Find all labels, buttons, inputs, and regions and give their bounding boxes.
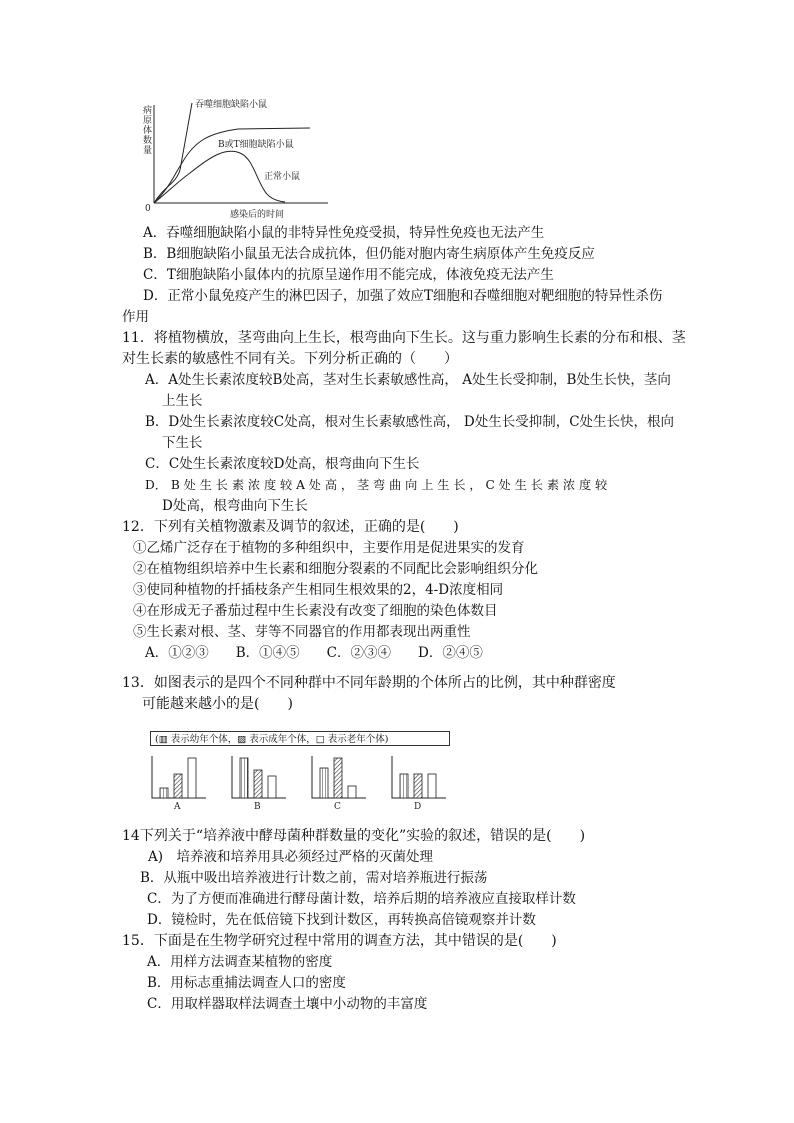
age-bar-C-2 xyxy=(348,786,356,798)
q15-option-b: B．用标志重捕法调查人口的密度 xyxy=(147,975,346,991)
curve-label-3: 正常小鼠 xyxy=(264,172,301,182)
q10-option-d: D．正常小鼠免疫产生的淋巴因子，加强了效应T细胞和吞噬细胞对靶细胞的特异性杀伤 xyxy=(143,288,663,304)
q12-item-3: ③使同种植物的扦插枝条产生相同生根效果的2，4-D浓度相同 xyxy=(133,582,504,598)
age-structure-chart xyxy=(148,752,468,812)
q15-stem: 15．下面是在生物学研究过程中常用的调查方法，其中错误的是( ) xyxy=(122,933,557,949)
q12-item-5: ⑤生长素对根、茎、芽等不同器官的作用都表现出两重性 xyxy=(133,624,471,640)
q13-stem-1: 13．如图表示的是四个不同种群中不同年龄期的个体所占的比例，其中种群密度 xyxy=(122,675,616,691)
age-chart-label-A: A xyxy=(174,802,181,812)
q13-stem-2: 可能越来越小的是( ) xyxy=(142,696,293,712)
q14-stem: 14下列关于“培养液中酵母菌种群数量的变化”实验的叙述，错误的是( ) xyxy=(122,828,586,844)
q14-option-d: D．镜检时，先在低倍镜下找到计数区，再转换高倍镜观察并计数 xyxy=(147,912,536,928)
q10-option-d-cont: 作用 xyxy=(122,309,149,325)
q12-choices: A．①②③ B．①④⑤ C．②③④ D．②④⑤ xyxy=(145,645,483,661)
pathogen-curve-chart xyxy=(140,95,330,220)
age-bar-A-2 xyxy=(188,758,196,798)
age-bar-A-0 xyxy=(160,788,168,798)
age-bar-A-1 xyxy=(174,774,182,798)
age-bar-B-1 xyxy=(254,770,262,798)
curve-phagocyte-deficient xyxy=(154,103,192,203)
age-bar-D-1 xyxy=(414,774,422,798)
chart-xlabel: 感染后的时间 xyxy=(230,210,285,220)
q11-option-a: A．A处生长素浓度较B处高，茎对生长素敏感性高， A处生长受抑制，B处生长快，茎向 xyxy=(145,372,671,388)
q11-stem-2: 对生长素的敏感性不同有关。下列分析正确的（ ） xyxy=(122,351,458,367)
q12-item-4: ④在形成无子番茄过程中生长素没有改变了细胞的染色体数目 xyxy=(133,603,498,619)
q11-stem-1: 11．将植物横放，茎弯曲向上生长，根弯曲向下生长。这与重力影响生长素的分布和根、茎 xyxy=(122,330,686,346)
age-bar-B-2 xyxy=(268,776,276,798)
q14-option-a: A) 培养液和培养用具必须经过严格的灭菌处理 xyxy=(148,849,434,865)
age-chart-label-B: B xyxy=(254,802,261,812)
q12-item-1: ①乙烯广泛存在于植物的多种组织中，主要作用是促进果实的发育 xyxy=(133,540,525,556)
q11-option-a-cont: 上生长 xyxy=(162,393,203,409)
q11-option-b: B．D处生长素浓度较C处高，根对生长素敏感性高， D处生长受抑制，C处生长快，根向 xyxy=(145,414,675,430)
q15-option-c: C．用取样器取样法调查土壤中小动物的丰富度 xyxy=(147,996,428,1012)
q11-option-b-cont: 下生长 xyxy=(162,435,203,451)
q10-option-a: A．吞噬细胞缺陷小鼠的非特异性免疫受损，特异性免疫也无法产生 xyxy=(143,225,545,241)
curve-label-2: B或T细胞缺陷小鼠 xyxy=(218,140,294,150)
curve-label-1: 吞噬细胞缺陷小鼠 xyxy=(195,100,268,110)
age-bar-B-0 xyxy=(240,758,248,798)
q11-option-c: C．C处生长素浓度较D处高，根弯曲向下生长 xyxy=(145,456,420,472)
q15-option-a: A．用样方法调查某植物的密度 xyxy=(147,954,333,970)
q11-option-d-cont: D处高，根弯曲向下生长 xyxy=(162,498,308,514)
q12-stem: 12．下列有关植物激素及调节的叙述，正确的是( ) xyxy=(122,519,459,535)
age-bar-D-2 xyxy=(428,774,436,798)
chart-ylabel: 病原体数量 xyxy=(143,106,153,156)
age-bar-C-0 xyxy=(320,768,328,798)
q10-option-c: C．T细胞缺陷小鼠体内的抗原呈递作用不能完成，体液免疫无法产生 xyxy=(143,267,554,283)
age-bar-C-1 xyxy=(334,758,342,798)
chart-origin: 0 xyxy=(145,204,151,214)
q11-option-d: D． B 处 生 长 素 浓 度 较 A 处 高 ， 茎 弯 曲 向 上 生 长 ， C 处 生 长 素 浓 度 较 xyxy=(145,478,608,492)
q10-option-b: B．B细胞缺陷小鼠虽无法合成抗体，但仍能对胞内寄生病原体产生免疫反应 xyxy=(143,246,595,262)
q12-item-2: ②在植物组织培养中生长素和细胞分裂素的不同配比会影响组织分化 xyxy=(133,561,538,577)
q13-legend-box xyxy=(150,731,450,746)
q13-legend: (▥ 表示幼年个体，▨ 表示成年个体，□ 表示老年个体) xyxy=(155,734,389,745)
age-chart-label-D: D xyxy=(414,802,422,812)
age-chart-label-C: C xyxy=(334,802,341,812)
q14-option-c: C．为了方便而准确进行酵母菌计数，培养后期的培养液应直接取样计数 xyxy=(147,891,576,907)
q14-option-b: B．从瓶中吸出培养液进行计数之前，需对培养瓶进行振荡 xyxy=(140,870,488,886)
age-bar-D-0 xyxy=(400,774,408,798)
